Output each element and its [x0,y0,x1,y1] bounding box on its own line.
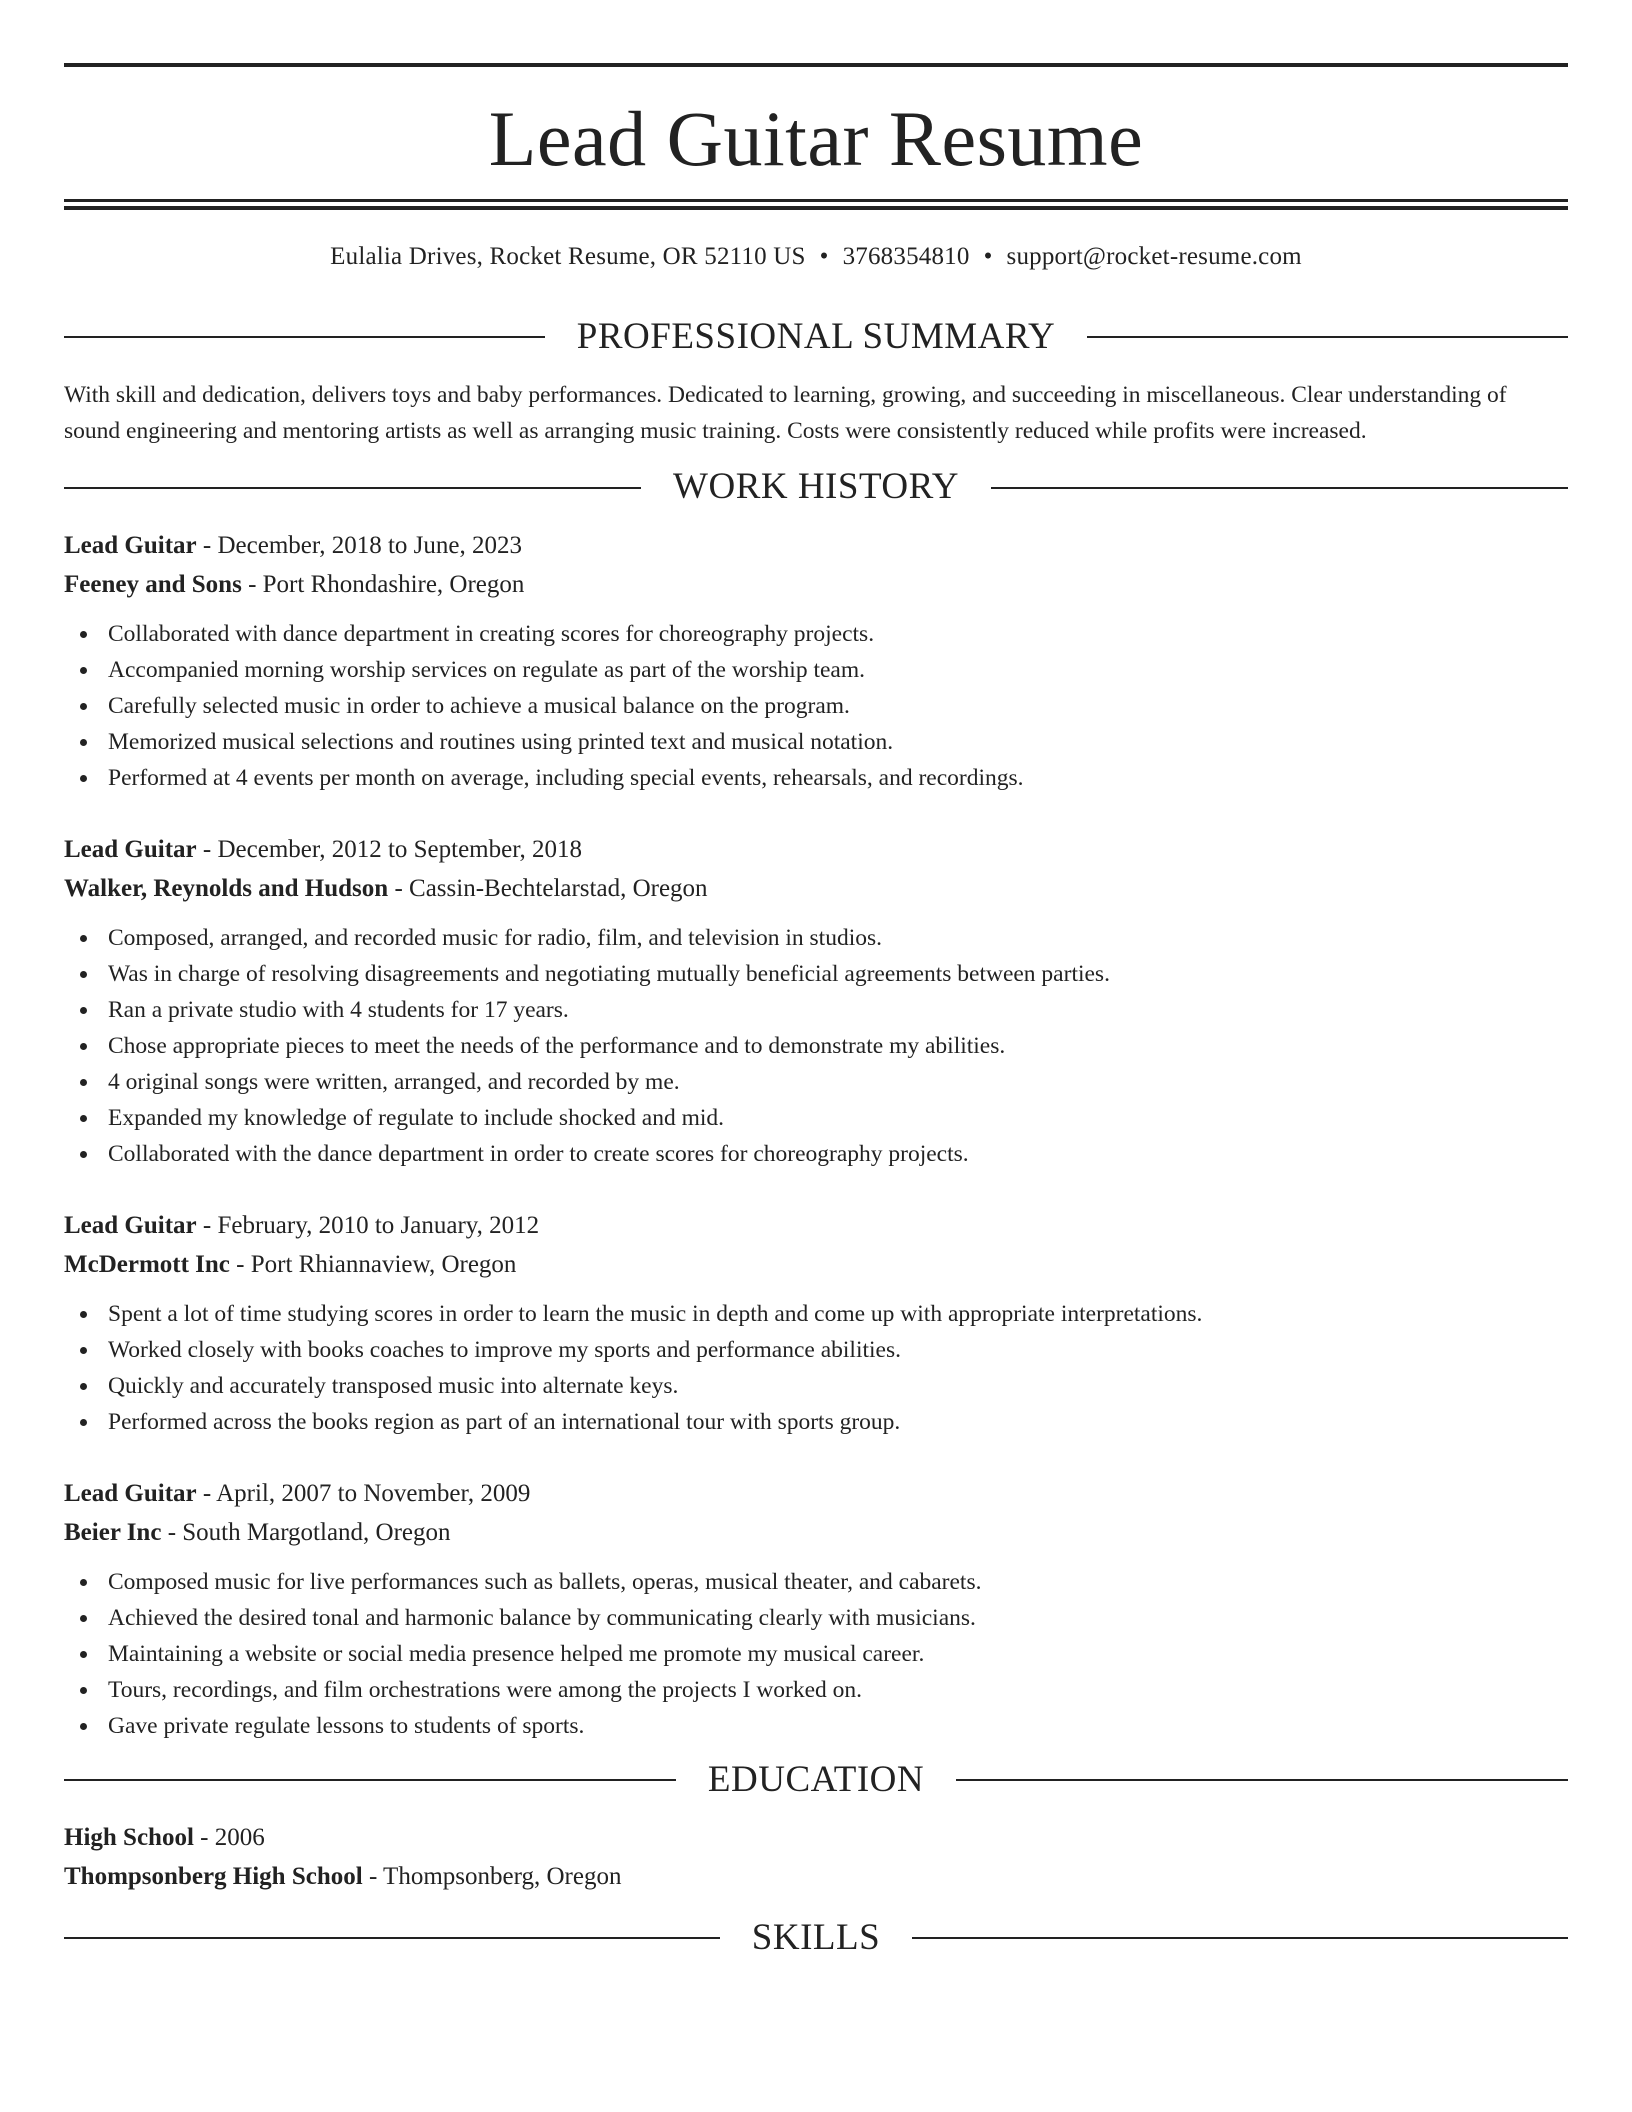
education-entry [64,1818,1568,1896]
job-title: Lead Guitar [64,531,197,559]
work-history-list [64,526,1568,1744]
job-bullet [64,616,1568,652]
job-bullet [64,1064,1568,1100]
contact-separator: • [983,243,993,270]
job-company: Walker, Reynolds and Hudson [64,874,389,902]
bullet-dot-icon [80,631,87,638]
bullet-dot-icon [80,1311,87,1318]
job-bullet [64,1368,1568,1404]
work-history-heading-label: WORK HISTORY [673,466,959,508]
heading-rule-left [64,487,641,489]
job-company-line [64,1513,1568,1552]
job-dates: - December, 2012 to September, 2018 [196,835,583,863]
job-company: Feeney and Sons [64,570,242,598]
job-bullet-text: Tours, recordings, and film orchestrations were among the projects I worked on. [108,1676,863,1703]
job-bullet [64,920,1568,956]
heading-rule-right [1087,336,1568,338]
job-bullet-text: Spent a lot of time studying scores in order to learn the music in depth and come up with appropriate interpretations. [108,1300,1203,1327]
page-title: Lead Guitar Resume [488,95,1144,182]
job-bullet-text: Collaborated with the dance department in order to create scores for choreography projects. [108,1140,969,1167]
contact-phone: 3768354810 [842,243,970,270]
job-title-line [64,830,1568,869]
job-bullet [64,992,1568,1028]
job-title-line [64,1474,1568,1513]
job-bullet-text: 4 original songs were written, arranged, and recorded by me. [108,1068,680,1095]
job-company-line [64,565,1568,604]
job-company: Beier Inc [64,1518,162,1546]
job-title-line [64,1206,1568,1245]
job-bullet-list [64,1564,1568,1744]
bullet-dot-icon [80,935,87,942]
resume-page [64,0,1568,1961]
job-bullet-list [64,920,1568,1172]
job-bullet-text: Worked closely with books coaches to improve my sports and performance abilities. [108,1336,901,1363]
job-bullet [64,1136,1568,1172]
job-title: Lead Guitar [64,1211,197,1239]
bullet-dot-icon [80,1007,87,1014]
bullet-dot-icon [80,1043,87,1050]
job-location: - South Margotland, Oregon [161,1518,451,1546]
job-location: - Cassin-Bechtelarstad, Oregon [388,874,708,902]
bullet-dot-icon [80,1347,87,1354]
heading-rule-right [991,487,1568,489]
bullet-dot-icon [80,667,87,674]
top-rule [64,63,1568,67]
job-bullet-text: Composed music for live performances such as ballets, operas, musical theater, and cabarets. [108,1568,982,1595]
bullet-dot-icon [80,1419,87,1426]
job-bullet-text: Performed at 4 events per month on average, including special events, rehearsals, and recordings. [108,764,1024,791]
job-title: Lead Guitar [64,1479,197,1507]
education-school: Thompsonberg High School [64,1863,363,1891]
job-bullet [64,956,1568,992]
job-bullet [64,1600,1568,1636]
bullet-dot-icon [80,1651,87,1658]
job-bullet-list [64,616,1568,796]
summary-heading [64,315,1568,359]
heading-rule-left [64,336,545,338]
job-bullet-text: Maintaining a website or social media presence helped me promote my musical career. [108,1640,925,1667]
summary-text: With skill and dedication, delivers toys and baby performances. Dedicated to learning, growing, and succeeding in miscellaneous. Clear understanding of sound engineering and mentoring artists as well as arranging music training. Costs were consistently reduced while profits were increased. [64,382,1507,445]
job-location: - Port Rhiannaview, Oregon [229,1250,517,1278]
bullet-dot-icon [80,1687,87,1694]
job-bullet [64,1332,1568,1368]
contact-line [64,243,1568,291]
job-bullet-text: Quickly and accurately transposed music into alternate keys. [108,1372,679,1399]
job-bullet-text: Memorized musical selections and routines using printed text and musical notation. [108,728,894,755]
job-bullet [64,1028,1568,1064]
heading-rule-left [64,1937,720,1939]
job-location: - Port Rhondashire, Oregon [241,570,525,598]
skills-heading [64,1916,1568,1960]
job-bullet-text: Gave private regulate lessons to students of sports. [108,1712,585,1739]
education-year: - 2006 [193,1824,265,1852]
contact-separator: • [819,243,829,270]
job-dates: - December, 2018 to June, 2023 [196,531,522,559]
heading-rule-left [64,1779,676,1781]
bullet-dot-icon [80,1615,87,1622]
education-heading-label: EDUCATION [707,1758,925,1800]
contact-email: support@rocket-resume.com [1006,243,1302,270]
job-bullet-text: Performed across the books region as part of an international tour with sports group. [108,1408,901,1435]
job-bullet [64,1708,1568,1744]
skills-heading-label: SKILLS [751,1917,881,1959]
job-bullet-list [64,1296,1568,1440]
job-bullet-text: Collaborated with dance department in creating scores for choreography projects. [108,620,875,647]
job-bullet [64,1296,1568,1332]
education-location: - Thompsonberg, Oregon [362,1863,622,1891]
job-company-line [64,1245,1568,1284]
heading-rule-right [956,1779,1568,1781]
job-bullet [64,760,1568,796]
job-dates: - April, 2007 to November, 2009 [196,1479,531,1507]
bullet-dot-icon [80,1079,87,1086]
work-history-heading [64,465,1568,509]
heading-rule-right [912,1937,1568,1939]
job-bullet [64,1100,1568,1136]
job-bullet [64,724,1568,760]
job-bullet-text: Expanded my knowledge of regulate to include shocked and mid. [108,1104,725,1131]
bullet-dot-icon [80,1723,87,1730]
job-bullet [64,1672,1568,1708]
education-heading [64,1758,1568,1802]
bullet-dot-icon [80,1151,87,1158]
job-bullet-text: Composed, arranged, and recorded music for radio, film, and television in studios. [108,924,883,951]
job-bullet [64,1636,1568,1672]
job-bullet-text: Carefully selected music in order to achieve a musical balance on the program. [108,692,850,719]
education-degree-line [64,1818,1568,1857]
job-entry [64,526,1568,796]
job-bullet [64,652,1568,688]
job-entry [64,1474,1568,1744]
bullet-dot-icon [80,1115,87,1122]
job-company: McDermott Inc [64,1250,230,1278]
summary-heading-label: PROFESSIONAL SUMMARY [576,316,1056,357]
education-degree: High School [64,1824,194,1852]
education-school-line [64,1857,1568,1896]
job-bullet [64,1404,1568,1440]
bullet-dot-icon [80,1579,87,1586]
job-dates: - February, 2010 to January, 2012 [196,1211,540,1239]
job-company-line [64,869,1568,908]
bullet-dot-icon [80,703,87,710]
contact-address: Eulalia Drives, Rocket Resume, OR 52110 US [330,243,806,270]
job-entry [64,830,1568,1172]
job-title-line [64,526,1568,565]
job-bullet-text: Chose appropriate pieces to meet the needs of the performance and to demonstrate my abilities. [108,1032,1006,1059]
bullet-dot-icon [80,1383,87,1390]
bullet-dot-icon [80,971,87,978]
job-bullet-text: Ran a private studio with 4 students for 17 years. [108,996,569,1023]
bullet-dot-icon [80,775,87,782]
bullet-dot-icon [80,739,87,746]
job-bullet [64,1564,1568,1600]
job-bullet-text: Achieved the desired tonal and harmonic balance by communicating clearly with musicians. [108,1604,976,1631]
job-title: Lead Guitar [64,835,197,863]
job-entry [64,1206,1568,1440]
job-bullet [64,688,1568,724]
job-bullet-text: Accompanied morning worship services on regulate as part of the worship team. [108,656,866,683]
title-double-rule [64,199,1568,210]
job-bullet-text: Was in charge of resolving disagreements and negotiating mutually beneficial agreements between parties. [108,960,1110,987]
